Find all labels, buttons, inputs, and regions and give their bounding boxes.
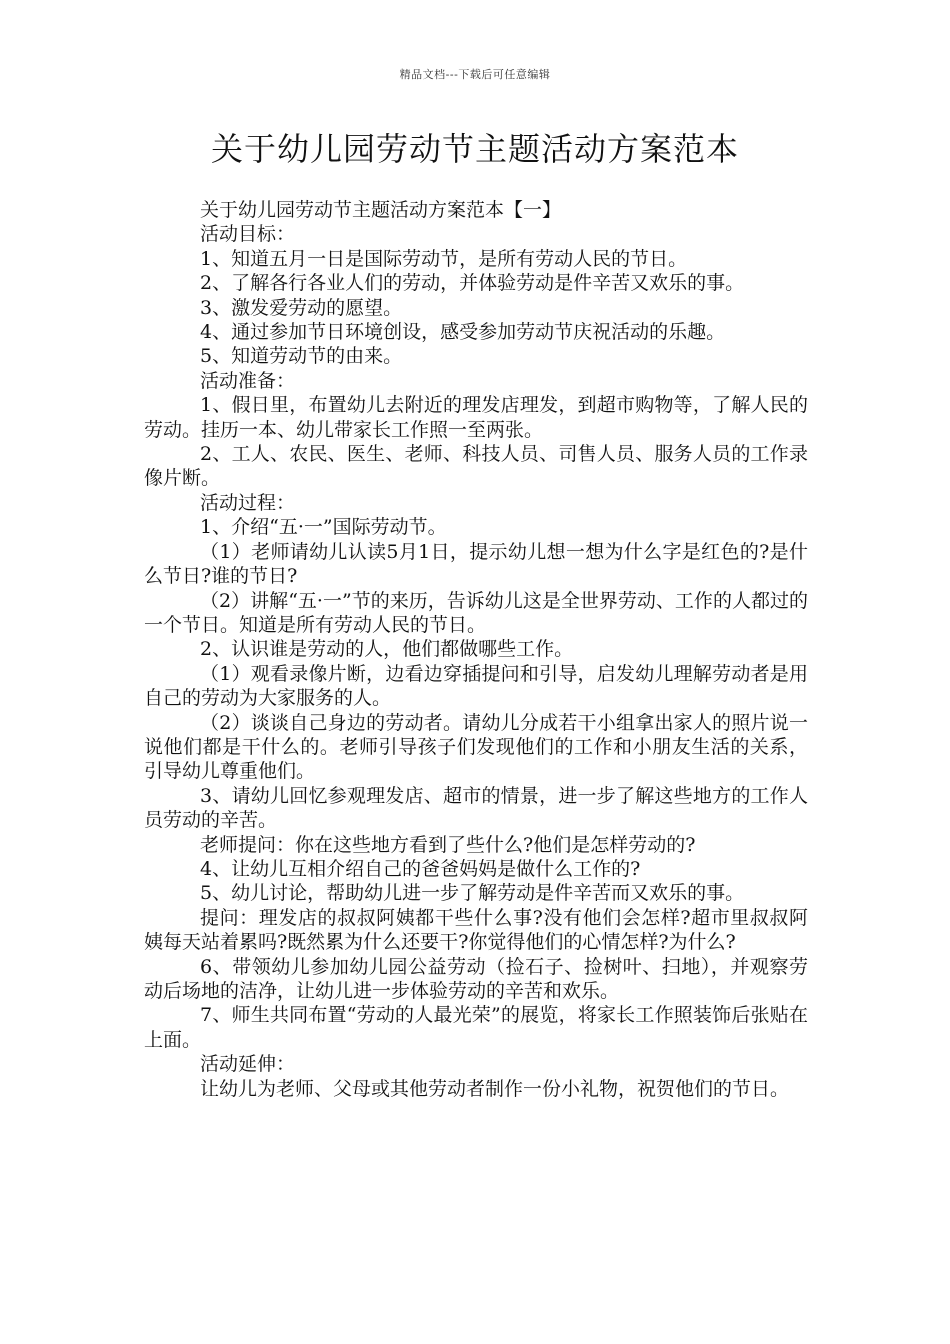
paragraph: （2）谈谈自己身边的劳动者。请幼儿分成若干小组拿出家人的照片说一说他们都是干什么的。老师引导孩子们发现他们的工作和小朋友生活的关系，引导幼儿尊重他们。: [144, 711, 808, 783]
paragraph: 让幼儿为老师、父母或其他劳动者制作一份小礼物，祝贺他们的节日。: [200, 1077, 790, 1100]
paragraph: 3、激发爱劳动的愿望。: [200, 296, 403, 319]
paragraph: 关于幼儿园劳动节主题活动方案范本【一】: [200, 199, 562, 221]
paragraph: 2、了解各行各业人们的劳动，并体验劳动是件辛苦又欢乐的事。: [200, 272, 745, 295]
paragraph: （1）观看录像片断，边看边穿插提问和引导，启发幼儿理解劳动者是用自己的劳动为大家服务的人。: [144, 662, 808, 710]
paragraph: 3、请幼儿回忆参观理发店、超市的情景，进一步了解这些地方的工作人员劳动的辛苦。: [144, 784, 808, 832]
header-note: 精品文档---下载后可任意编辑: [399, 68, 551, 81]
paragraph: 老师提问：你在这些地方看到了些什么?他们是怎样劳动的?: [200, 833, 696, 856]
paragraph: 1、假日里，布置幼儿去附近的理发店理发，到超市购物等，了解人民的劳动。挂历一本、幼儿带家长工作照一至两张。: [144, 394, 808, 441]
paragraph: （2）讲解“五·一”节的来历，告诉幼儿这是全世界劳动、工作的人都过的一个节日。知道是所有劳动人民的节日。: [144, 589, 808, 636]
paragraph: 2、认识谁是劳动的人，他们都做哪些工作。: [200, 638, 574, 661]
paragraph: 6、带领幼儿参加幼儿园公益劳动（捡石子、捡树叶、扫地），并观察劳动后场地的洁净，让幼儿进一步体验劳动的辛苦和欢乐。: [144, 955, 808, 1002]
paragraph: 7、师生共同布置“劳动的人最光荣”的展览，将家长工作照装饰后张贴在上面。: [144, 1004, 808, 1051]
paragraph: 活动延伸：: [200, 1053, 296, 1076]
paragraph: 1、知道五月一日是国际劳动节，是所有劳动人民的节日。: [200, 247, 688, 270]
paragraph: 活动准备：: [200, 369, 296, 392]
document-title: 关于幼儿园劳动节主题活动方案范本: [210, 130, 739, 168]
paragraph: 提问：理发店的叔叔阿姨都干些什么事?没有他们会怎样?超市里叔叔阿姨每天站着累吗?既然累为什么还要干?你觉得他们的心情怎样?为什么?: [144, 906, 808, 954]
paragraph: 1、介绍“五·一”国际劳动节。: [200, 516, 447, 539]
document-body: [144, 198, 808, 1101]
paragraph: （1）老师请幼儿认读5月1日，提示幼儿想一想为什么字是红色的?是什么节日?谁的节日?: [144, 540, 808, 588]
paragraph: 2、工人、农民、医生、老师、科技人员、司售人员、服务人员的工作录像片断。: [144, 443, 808, 490]
paragraph: 5、幼儿讨论，帮助幼儿进一步了解劳动是件辛苦而又欢乐的事。: [200, 882, 745, 905]
paragraph: 4、通过参加节日环境创设，感受参加劳动节庆祝活动的乐趣。: [200, 321, 726, 344]
paragraph: 5、知道劳动节的由来。: [200, 345, 403, 368]
paragraph: 活动过程：: [200, 491, 296, 514]
paragraph: 活动目标：: [200, 223, 296, 246]
paragraph: 4、让幼儿互相介绍自己的爸爸妈妈是做什么工作的?: [200, 857, 641, 880]
